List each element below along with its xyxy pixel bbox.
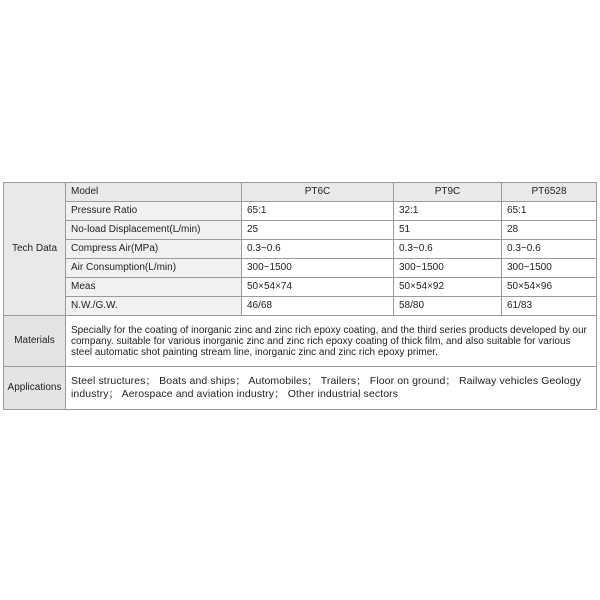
- param-name: N.W./G.W.: [66, 297, 242, 316]
- value-pt6c: 25: [242, 221, 394, 240]
- materials-label: Materials: [4, 316, 66, 367]
- value-pt6528: 300~1500: [502, 259, 597, 278]
- materials-text: Specially for the coating of inorganic zinc and zinc rich epoxy coating, and the third series products developed by our company. suitable for various inorganic zinc and zinc rich epoxy coating of thick film, and also suitable for various steel automatic shot painting stream line, inorganic zinc and zinc rich epoxy primer.: [66, 316, 597, 367]
- header-model-pt6528: PT6528: [502, 183, 597, 202]
- table-header-row: [4, 183, 597, 202]
- value-pt9c: 51: [394, 221, 502, 240]
- param-name: Pressure Ratio: [66, 202, 242, 221]
- table-row: [4, 240, 597, 259]
- applications-label: Applications: [4, 367, 66, 410]
- tech-data-label: Tech Data: [4, 183, 66, 316]
- value-pt9c: 32:1: [394, 202, 502, 221]
- table-row: [4, 278, 597, 297]
- header-model-pt9c: PT9C: [394, 183, 502, 202]
- value-pt9c: 0.3~0.6: [394, 240, 502, 259]
- param-name: Meas: [66, 278, 242, 297]
- value-pt6c: 50×54×74: [242, 278, 394, 297]
- param-name: No-load Displacement(L/min): [66, 221, 242, 240]
- table-row: [4, 202, 597, 221]
- table-row: [4, 221, 597, 240]
- value-pt6c: 300~1500: [242, 259, 394, 278]
- applications-text: Steel structures； Boats and ships； Automobiles； Trailers； Floor on ground； Railway vehicles Geology industry； Aerospace and aviation industry； Other industrial sectors: [66, 367, 597, 410]
- value-pt6528: 50×54×96: [502, 278, 597, 297]
- table-row: [4, 259, 597, 278]
- param-name: Air Consumption(L/min): [66, 259, 242, 278]
- value-pt6c: 0.3~0.6: [242, 240, 394, 259]
- header-model-pt6c: PT6C: [242, 183, 394, 202]
- value-pt6c: 46/68: [242, 297, 394, 316]
- value-pt6528: 65:1: [502, 202, 597, 221]
- spec-table: [3, 182, 597, 410]
- value-pt6c: 65:1: [242, 202, 394, 221]
- value-pt6528: 61/83: [502, 297, 597, 316]
- value-pt9c: 50×54×92: [394, 278, 502, 297]
- value-pt9c: 58/80: [394, 297, 502, 316]
- applications-row: [4, 367, 597, 410]
- value-pt6528: 28: [502, 221, 597, 240]
- value-pt6528: 0.3~0.6: [502, 240, 597, 259]
- table-row: [4, 297, 597, 316]
- header-model: Model: [66, 183, 242, 202]
- param-name: Compress Air(MPa): [66, 240, 242, 259]
- materials-row: [4, 316, 597, 367]
- value-pt9c: 300~1500: [394, 259, 502, 278]
